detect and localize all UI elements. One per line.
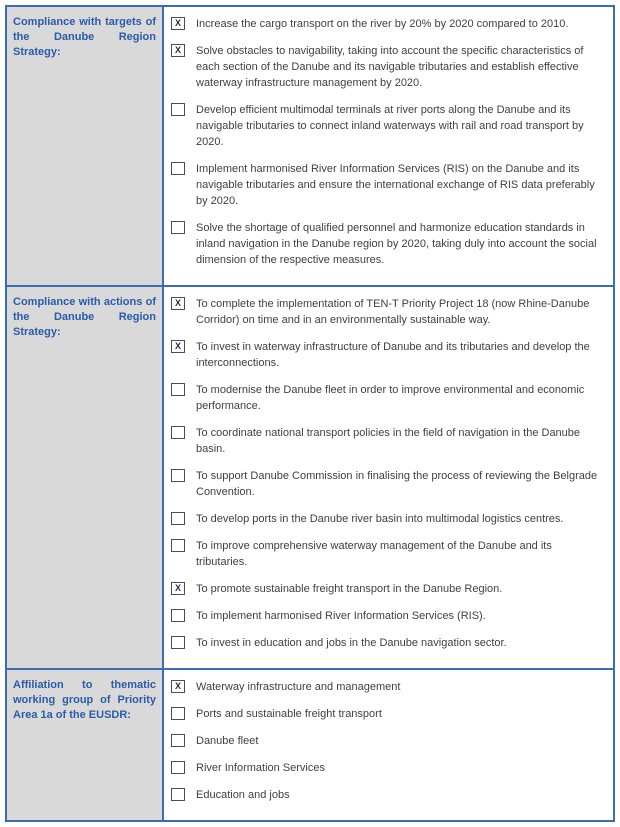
list-item [171, 679, 601, 695]
checkbox[interactable] [171, 707, 185, 720]
list-item [171, 538, 601, 570]
checkbox[interactable] [171, 788, 185, 801]
checkbox[interactable] [171, 469, 185, 482]
checkbox-checked[interactable]: X [171, 680, 185, 693]
checkbox-item-label: To invest in education and jobs in the Danube navigation sector. [196, 637, 507, 649]
checkbox-item-label: To modernise the Danube fleet in order to improve environmental and economic performance. [196, 384, 585, 412]
section-label: Compliance with actions of the Danube Region Strategy: [13, 296, 156, 338]
checkbox-item-label: Implement harmonised River Information Services (RIS) on the Danube and its navigable tributaries and ensure the international exchange of RIS data preferably by 2020. [196, 163, 595, 207]
checkbox-checked[interactable]: X [171, 582, 185, 595]
checkbox-item-label: To complete the implementation of TEN-T Priority Project 18 (now Rhine-Danube Corridor) on time and in an environmentally sustainable way. [196, 298, 590, 326]
section-items [164, 7, 613, 285]
list-item [171, 581, 601, 597]
list-item [171, 339, 601, 371]
table-row [7, 287, 613, 670]
list-item [171, 511, 601, 527]
checkbox-item-label: Solve obstacles to navigability, taking into account the specific characteristics of each section of the Danube and its navigable tributaries and establish effective waterway infrastructure management by 2020. [196, 45, 584, 89]
checkbox-item-label: Danube fleet [196, 735, 259, 747]
section-label-cell [7, 670, 164, 820]
table-row [7, 7, 613, 287]
list-item [171, 468, 601, 500]
list-item [171, 102, 601, 150]
checkbox-item-label: Increase the cargo transport on the river by 20% by 2020 compared to 2010. [196, 18, 569, 30]
checkbox[interactable] [171, 539, 185, 552]
checkbox[interactable] [171, 221, 185, 234]
list-item [171, 706, 601, 722]
checkbox-item-label: To promote sustainable freight transport in the Danube Region. [196, 583, 503, 595]
section-label-cell [7, 287, 164, 668]
table-row [7, 670, 613, 820]
checkbox[interactable] [171, 734, 185, 747]
checkbox-item-label: River Information Services [196, 762, 325, 774]
checkbox[interactable] [171, 512, 185, 525]
list-item [171, 220, 601, 268]
checkbox-item-label: To develop ports in the Danube river basin into multimodal logistics centres. [196, 513, 564, 525]
compliance-table [5, 5, 615, 822]
checkbox-item-label: Develop efficient multimodal terminals at river ports along the Danube and its navigable tributaries to connect inland waterways with rail and road transport by 2020. [196, 104, 584, 148]
checkbox-item-label: To implement harmonised River Information Services (RIS). [196, 610, 486, 622]
checkbox[interactable] [171, 162, 185, 175]
checkbox-checked[interactable]: X [171, 340, 185, 353]
checkbox-item-label: Waterway infrastructure and management [196, 681, 401, 693]
checkbox-item-label: Solve the shortage of qualified personnel and harmonize education standards in inland navigation in the Danube region by 2020, taking duly into account the social dimension of the respective measures. [196, 222, 597, 266]
section-label-cell [7, 7, 164, 285]
checkbox-checked[interactable]: X [171, 297, 185, 310]
section-label: Compliance with targets of the Danube Region Strategy: [13, 16, 156, 58]
checkbox-item-label: To support Danube Commission in finalising the process of reviewing the Belgrade Convention. [196, 470, 598, 498]
checkbox-item-label: To invest in waterway infrastructure of Danube and its tributaries and develop the interconnections. [196, 341, 590, 369]
section-items [164, 670, 613, 820]
checkbox-checked[interactable]: X [171, 44, 185, 57]
list-item [171, 425, 601, 457]
list-item [171, 760, 601, 776]
list-item [171, 382, 601, 414]
checkbox-checked[interactable]: X [171, 17, 185, 30]
list-item [171, 635, 601, 651]
checkbox[interactable] [171, 383, 185, 396]
checkbox[interactable] [171, 609, 185, 622]
checkbox-item-label: Ports and sustainable freight transport [196, 708, 382, 720]
list-item [171, 16, 601, 32]
checkbox-item-label: To coordinate national transport policies in the field of navigation in the Danube basin. [196, 427, 581, 455]
checkbox-item-label: To improve comprehensive waterway management of the Danube and its tributaries. [196, 540, 552, 568]
list-item [171, 161, 601, 209]
list-item [171, 296, 601, 328]
checkbox[interactable] [171, 761, 185, 774]
checkbox[interactable] [171, 636, 185, 649]
list-item [171, 787, 601, 803]
section-label: Affiliation to thematic working group of Priority Area 1a of the EUSDR: [13, 679, 156, 721]
list-item [171, 608, 601, 624]
list-item [171, 43, 601, 91]
section-items [164, 287, 613, 668]
checkbox-item-label: Education and jobs [196, 789, 290, 801]
list-item [171, 733, 601, 749]
checkbox[interactable] [171, 426, 185, 439]
checkbox[interactable] [171, 103, 185, 116]
